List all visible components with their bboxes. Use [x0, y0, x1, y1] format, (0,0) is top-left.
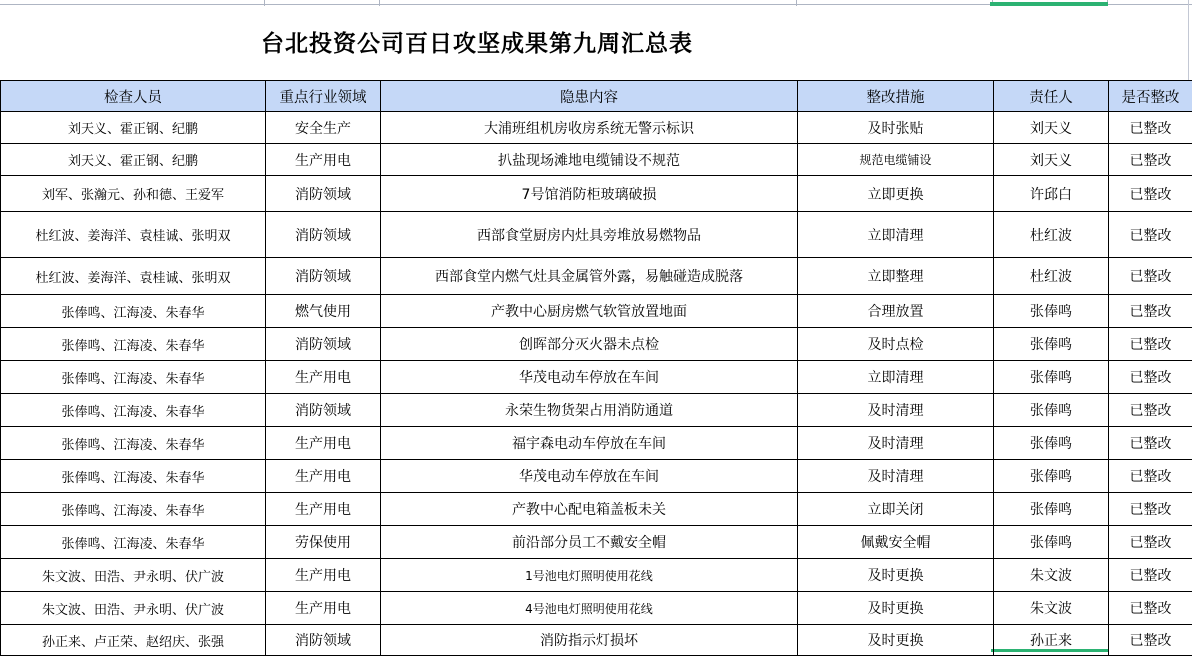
cell-field[interactable]: 消防领域 — [266, 258, 381, 295]
cell-hazard[interactable]: 4号池电灯照明使用花线 — [381, 592, 798, 625]
cell-hazard[interactable]: 扒盐现场滩地电缆铺设不规范 — [381, 144, 798, 176]
cell-inspectors[interactable]: 朱文波、田浩、尹永明、伏广波 — [1, 592, 266, 625]
column-header-inspectors[interactable]: 检查人员 — [1, 81, 266, 112]
cell-measure[interactable]: 及时更换 — [798, 592, 994, 625]
cell-measure[interactable]: 及时张贴 — [798, 112, 994, 144]
cell-inspectors[interactable]: 张俸鸣、江海凌、朱春华 — [1, 328, 266, 361]
cell-status[interactable]: 已整改 — [1109, 460, 1192, 493]
cell-measure[interactable]: 规范电缆铺设 — [798, 144, 994, 176]
table-row — [1, 361, 1192, 394]
cell-inspectors[interactable]: 刘军、张瀚元、孙和德、王爱军 — [1, 176, 266, 212]
cell-hazard[interactable]: 西部食堂内燃气灶具金属管外露，易触碰造成脱落 — [381, 258, 798, 295]
column-header-owner[interactable]: 责任人 — [994, 81, 1109, 112]
table-row — [1, 427, 1192, 460]
cell-measure[interactable]: 及时清理 — [798, 394, 994, 427]
column-header-hazard[interactable]: 隐患内容 — [381, 81, 798, 112]
cell-field[interactable]: 生产用电 — [266, 427, 381, 460]
cell-status[interactable]: 已整改 — [1109, 112, 1192, 144]
cell-hazard[interactable]: 西部食堂厨房内灶具旁堆放易燃物品 — [381, 212, 798, 258]
table-row — [1, 559, 1192, 592]
right-gridline — [1188, 0, 1189, 80]
table-row — [1, 493, 1192, 526]
cell-owner[interactable]: 刘天义 — [994, 112, 1109, 144]
cell-field[interactable]: 消防领域 — [266, 176, 381, 212]
cell-field[interactable]: 劳保使用 — [266, 526, 381, 559]
cell-measure[interactable]: 立即关闭 — [798, 493, 994, 526]
table-row — [1, 592, 1192, 625]
cell-hazard[interactable]: 华茂电动车停放在车间 — [381, 460, 798, 493]
cell-hazard[interactable]: 华茂电动车停放在车间 — [381, 361, 798, 394]
cell-measure[interactable]: 合理放置 — [798, 295, 994, 328]
cell-inspectors[interactable]: 张俸鸣、江海凌、朱春华 — [1, 493, 266, 526]
top-grid-stub — [379, 0, 380, 6]
cell-field[interactable]: 消防领域 — [266, 394, 381, 427]
cell-inspectors[interactable]: 张俸鸣、江海凌、朱春华 — [1, 361, 266, 394]
cell-owner[interactable]: 许邱白 — [994, 176, 1109, 212]
cell-owner[interactable]: 孙正来 — [994, 625, 1109, 656]
cell-owner[interactable]: 张俸鸣 — [994, 361, 1109, 394]
cell-field[interactable]: 生产用电 — [266, 592, 381, 625]
sheet-title[interactable]: 台北投资公司百日攻坚成果第九周汇总表 — [0, 16, 954, 66]
cell-hazard[interactable]: 7号馆消防柜玻璃破损 — [381, 176, 798, 212]
cell-field[interactable]: 消防领域 — [266, 212, 381, 258]
cell-status[interactable]: 已整改 — [1109, 328, 1192, 361]
table-row — [1, 328, 1192, 361]
table-row — [1, 112, 1192, 144]
cell-field[interactable]: 生产用电 — [266, 460, 381, 493]
cell-status[interactable]: 已整改 — [1109, 144, 1192, 176]
cell-status[interactable]: 已整改 — [1109, 493, 1192, 526]
cell-status[interactable]: 已整改 — [1109, 559, 1192, 592]
cell-owner[interactable]: 张俸鸣 — [994, 526, 1109, 559]
cell-measure[interactable]: 立即整理 — [798, 258, 994, 295]
cell-hazard[interactable]: 创晖部分灭火器未点检 — [381, 328, 798, 361]
cell-inspectors[interactable]: 杜红波、姜海洋、袁桂诚、张明双 — [1, 212, 266, 258]
cell-field[interactable]: 消防领域 — [266, 625, 381, 656]
cell-field[interactable]: 生产用电 — [266, 559, 381, 592]
cell-field[interactable]: 生产用电 — [266, 493, 381, 526]
cell-measure[interactable]: 及时点检 — [798, 328, 994, 361]
table-row — [1, 176, 1192, 212]
cell-hazard[interactable]: 产教中心厨房燃气软管放置地面 — [381, 295, 798, 328]
cell-measure[interactable]: 及时更换 — [798, 559, 994, 592]
cell-field[interactable]: 生产用电 — [266, 361, 381, 394]
summary-table — [0, 80, 1192, 656]
cell-inspectors[interactable]: 孙正来、卢正荣、赵绍庆、张强 — [1, 625, 266, 656]
cell-field[interactable]: 安全生产 — [266, 112, 381, 144]
table-row — [1, 394, 1192, 427]
cell-hazard[interactable]: 福宇森电动车停放在车间 — [381, 427, 798, 460]
cell-measure[interactable]: 及时清理 — [798, 460, 994, 493]
cell-owner[interactable]: 张俸鸣 — [994, 427, 1109, 460]
cell-owner[interactable]: 张俸鸣 — [994, 328, 1109, 361]
column-header-measure[interactable]: 整改措施 — [798, 81, 994, 112]
cell-owner[interactable]: 张俸鸣 — [994, 394, 1109, 427]
cell-status[interactable]: 已整改 — [1109, 526, 1192, 559]
cell-hazard[interactable]: 前沿部分员工不戴安全帽 — [381, 526, 798, 559]
cell-inspectors[interactable]: 杜红波、姜海洋、袁桂诚、张明双 — [1, 258, 266, 295]
cell-inspectors[interactable]: 朱文波、田浩、尹永明、伏广波 — [1, 559, 266, 592]
cell-status[interactable]: 已整改 — [1109, 592, 1192, 625]
cell-measure[interactable]: 立即清理 — [798, 361, 994, 394]
table-row — [1, 295, 1192, 328]
cell-status[interactable]: 已整改 — [1109, 176, 1192, 212]
cell-inspectors[interactable]: 刘天义、霍正钢、纪鹏 — [1, 112, 266, 144]
cell-owner[interactable]: 杜红波 — [994, 258, 1109, 295]
cell-owner[interactable]: 刘天义 — [994, 144, 1109, 176]
top-grid-stub — [796, 0, 797, 6]
cell-hazard[interactable]: 大浦班组机房收房系统无警示标识 — [381, 112, 798, 144]
cell-inspectors[interactable]: 刘天义、霍正钢、纪鹏 — [1, 144, 266, 176]
cell-owner[interactable]: 朱文波 — [994, 592, 1109, 625]
table-row — [1, 258, 1192, 295]
cell-measure[interactable]: 佩戴安全帽 — [798, 526, 994, 559]
cell-status[interactable]: 已整改 — [1109, 625, 1192, 656]
cell-measure[interactable]: 立即清理 — [798, 212, 994, 258]
cell-status[interactable]: 已整改 — [1109, 427, 1192, 460]
cell-owner[interactable]: 张俸鸣 — [994, 460, 1109, 493]
table-row — [1, 526, 1192, 559]
cell-owner[interactable]: 张俸鸣 — [994, 295, 1109, 328]
cell-owner[interactable]: 朱文波 — [994, 559, 1109, 592]
cell-owner[interactable]: 杜红波 — [994, 212, 1109, 258]
cell-measure[interactable]: 立即更换 — [798, 176, 994, 212]
cell-owner[interactable]: 张俸鸣 — [994, 493, 1109, 526]
column-header-field[interactable]: 重点行业领域 — [266, 81, 381, 112]
cell-field[interactable]: 消防领域 — [266, 328, 381, 361]
cell-status[interactable]: 已整改 — [1109, 295, 1192, 328]
table-row — [1, 460, 1192, 493]
cell-status[interactable]: 已整改 — [1109, 258, 1192, 295]
cell-hazard[interactable]: 产教中心配电箱盖板未关 — [381, 493, 798, 526]
cell-status[interactable]: 已整改 — [1109, 212, 1192, 258]
cell-inspectors[interactable]: 张俸鸣、江海凌、朱春华 — [1, 427, 266, 460]
cell-hazard[interactable]: 消防指示灯损坏 — [381, 625, 798, 656]
table-row — [1, 212, 1192, 258]
cell-field[interactable]: 燃气使用 — [266, 295, 381, 328]
cell-status[interactable]: 已整改 — [1109, 361, 1192, 394]
cell-status[interactable]: 已整改 — [1109, 394, 1192, 427]
top-grid-stub — [264, 0, 265, 6]
table-row — [1, 144, 1192, 176]
column-header-status[interactable]: 是否整改 — [1109, 81, 1192, 112]
cell-selection-border-top — [990, 2, 1108, 6]
header-row — [1, 81, 1192, 112]
cell-hazard[interactable]: 1号池电灯照明使用花线 — [381, 559, 798, 592]
table-row — [1, 625, 1192, 656]
cell-inspectors[interactable]: 张俸鸣、江海凌、朱春华 — [1, 526, 266, 559]
cell-hazard[interactable]: 永荣生物货架占用消防通道 — [381, 394, 798, 427]
cell-measure[interactable]: 及时清理 — [798, 427, 994, 460]
cell-inspectors[interactable]: 张俸鸣、江海凌、朱春华 — [1, 460, 266, 493]
cell-inspectors[interactable]: 张俸鸣、江海凌、朱春华 — [1, 295, 266, 328]
cell-inspectors[interactable]: 张俸鸣、江海凌、朱春华 — [1, 394, 266, 427]
cell-measure[interactable]: 及时更换 — [798, 625, 994, 656]
cell-field[interactable]: 生产用电 — [266, 144, 381, 176]
